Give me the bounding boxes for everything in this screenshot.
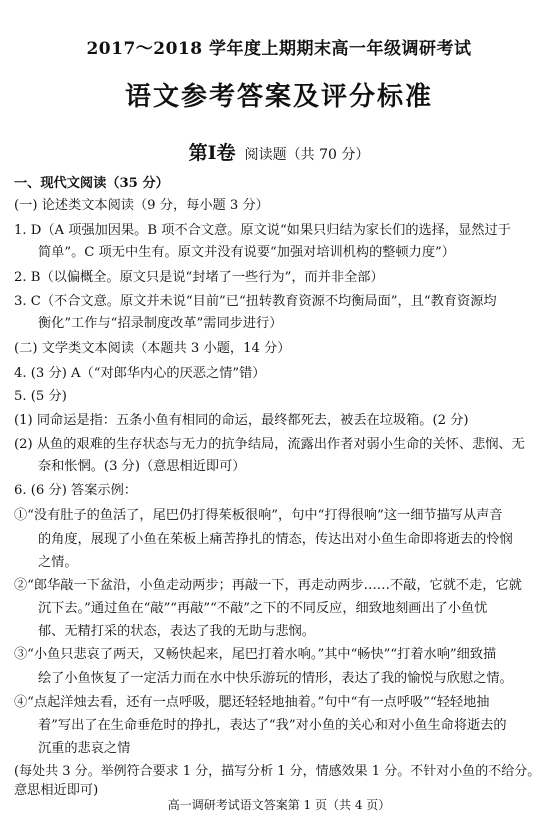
answer-line: 之情。 (38, 555, 78, 570)
answer-line: 沉重的悲哀之情 (38, 741, 131, 756)
answer-line: ②“郎华敲一下盆沿，小鱼走动两步；再敲一下，再走动两步……不敲，它就不走，它就 (14, 578, 522, 593)
answer-line: ①“没有肚子的鱼活了，尾巴仍打得茱板很响”，句中“打得很响”这一细节描写从声音 (14, 508, 503, 523)
part-volume-label: 第Ⅰ卷 (188, 142, 236, 164)
answer-line: ④“点起洋烛去看，还有一点呼吸，腮还轻轻地抽着。”句中“有一点呼吸”“轻轻地抽 (14, 695, 490, 710)
answer-line: 6. (6 分) 答案示例： (14, 483, 137, 498)
answer-line: ③“小鱼只悲哀了两天，又畅快起来，尾巴打着水响。”其中“畅快”“打着水响”细致描 (14, 647, 497, 662)
answer-line: 沉下去。”通过鱼在“敲”“再敲”“不敲”之下的不同反应，细致地刻画出了小鱼忧 (38, 601, 488, 616)
part-heading (0, 138, 558, 165)
answer-line: 5. (5 分) (14, 389, 67, 404)
document-title: 语文参考答案及评分标准 (124, 82, 433, 112)
answer-line: 着”写出了在生命垂危时的挣扎，表达了“我”对小鱼的关心和对小鱼生命将逝去的 (38, 718, 507, 733)
page-footer: 高一调研考试语文答案第 1 页（共 4 页） (167, 798, 391, 812)
answer-line: 简单”。C 项无中生有。原文并没有说要“加强对培训机构的整顿力度”） (38, 245, 455, 260)
exam-title: 2017～2018 学年度上期期末高一年级调研考试 (86, 39, 472, 59)
answer-line: (1) 同命运是指：五条小鱼有相同的命运，最终都死去，被丢在垃圾箱。(2 分) (14, 413, 469, 428)
answer-line: 衡化”工作与“招录制度改革”需同步进行） (38, 316, 283, 331)
answer-line: 1. D（A 项强加因果。B 项不合文意。原文说“如果只归结为家长们的选择，显然过于 (14, 223, 511, 238)
scoring-note: (每处共 3 分。举例符合要求 1 分，描写分析 1 分，情感效果 1 分。不针对小鱼的不给分。 (14, 764, 541, 779)
answer-line: 郁、无精打采的状态，表达了我的无助与悲悯。 (38, 624, 315, 639)
answer-line: 3. C（不合文意。原文并未说“目前”已“扭转教育资源不均衡局面”，且“教育资源均 (14, 294, 497, 309)
answer-line: 绘了小鱼恢复了一定活力而在水中快乐游玩的情形，表达了我的愉悦与欣慰之情。 (38, 671, 513, 686)
part-subtitle: 阅读题（共 70 分） (244, 147, 370, 163)
subsection-heading: (二) 文学类文本阅读（本题共 3 小题，14 分） (14, 341, 291, 356)
answer-line: 的角度，展现了小鱼在茱板上痛苦挣扎的情态，传达出对小鱼生命即将逝去的怜悯 (38, 532, 513, 547)
answer-line: 奈和怅惘。(3 分)（意思相近即可） (38, 459, 246, 474)
answer-line: 2. B（以偏概全。原文只是说“封堵了一些行为”，而并非全部） (14, 270, 384, 285)
subsection-heading: (一) 论述类文本阅读（9 分，每小题 3 分） (14, 198, 269, 213)
answer-line: 4. (3 分) A（“对郎华内心的厌恶之情”错） (14, 366, 266, 381)
answer-line: (2) 从鱼的艰难的生存状态与无力的抗争结局，流露出作者对弱小生命的关怀、悲悯、无 (14, 437, 525, 452)
section-heading: 一、现代文阅读（35 分） (14, 176, 169, 191)
scoring-note: 意思相近即可) (14, 783, 99, 798)
